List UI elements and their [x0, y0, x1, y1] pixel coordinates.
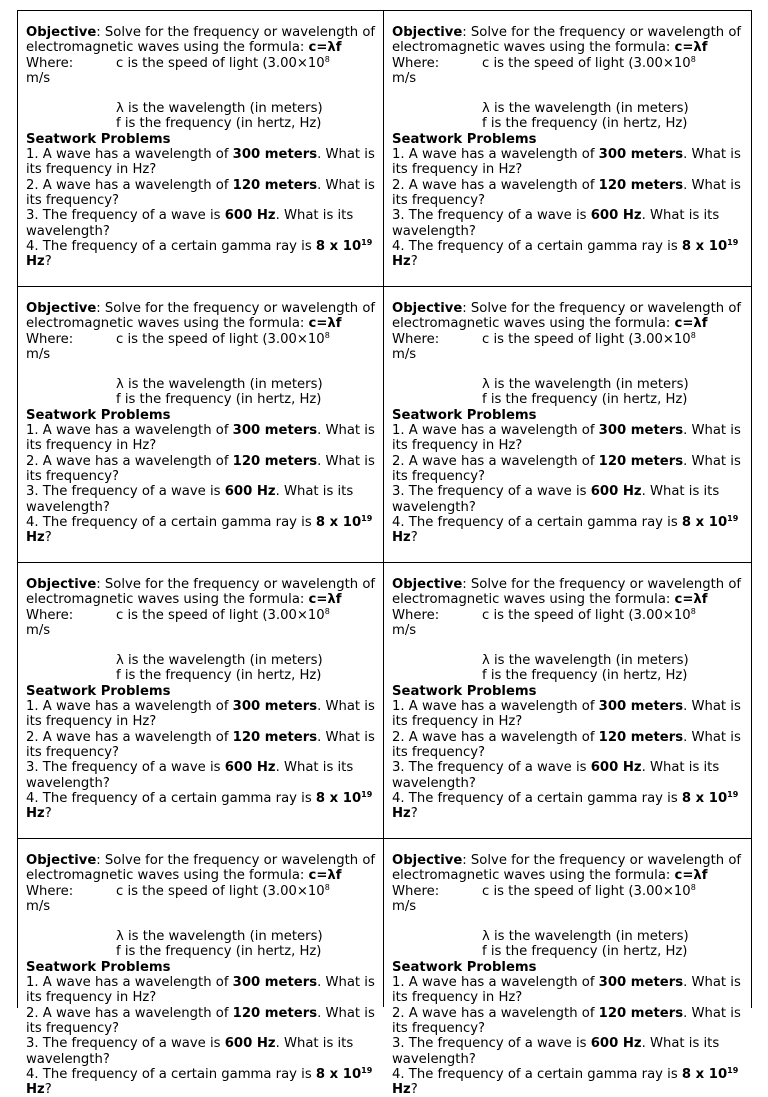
speed-unit: m/s	[392, 898, 417, 914]
speed-unit: m/s	[26, 70, 51, 86]
seatwork-title	[26, 408, 377, 423]
formula: c=λf	[308, 592, 342, 608]
problem-4-text: 4. The frequency of a certain gamma ray is	[26, 790, 316, 806]
seatwork-title	[392, 408, 745, 423]
formula: c=λf	[308, 40, 342, 56]
problem-4-text: 4. The frequency of a certain gamma ray is	[26, 514, 316, 530]
problem-4	[26, 515, 377, 546]
problem-2	[26, 454, 377, 485]
speed-of-light-text: c is the speed of light (3.00×10	[482, 331, 691, 347]
problem-1	[392, 423, 745, 454]
problem-3-question: . What is its wavelength?	[392, 208, 720, 239]
seatwork-title	[26, 960, 377, 975]
problem-4-exponent: 19	[361, 513, 373, 523]
speed-of-light-text: c is the speed of light (3.00×10	[116, 607, 325, 623]
problem-4-question: ?	[410, 530, 418, 546]
problem-1-value: 300 meters	[232, 699, 318, 715]
seatwork-title-text: Seatwork Problems	[26, 407, 171, 423]
where-label: Where:	[392, 883, 440, 899]
problem-4-unit: Hz	[26, 806, 45, 822]
where-row	[26, 608, 377, 623]
problem-2-question: . What is its frequency?	[26, 453, 375, 484]
seatwork-title-text: Seatwork Problems	[392, 959, 537, 975]
problem-3-value: 600 Hz	[590, 760, 642, 776]
problem-4-unit: Hz	[392, 1082, 411, 1097]
problem-3	[392, 760, 745, 791]
problem-1-question: . What is its frequency in Hz?	[26, 699, 375, 730]
frequency-definition: f is the frequency (in hertz, Hz)	[116, 392, 322, 408]
wavelength-definition: λ is the wavelength (in meters)	[116, 653, 323, 669]
formula: c=λf	[308, 868, 342, 884]
wavelength-definition: λ is the wavelength (in meters)	[482, 101, 689, 117]
where-label: Where:	[392, 607, 440, 623]
wavelength-definition: λ is the wavelength (in meters)	[116, 929, 323, 945]
problem-1-question: . What is its frequency in Hz?	[26, 975, 375, 1006]
speed-unit: m/s	[392, 622, 417, 638]
card	[384, 839, 751, 1097]
speed-exponent: 8	[690, 882, 696, 892]
objective-label: Objective	[392, 301, 463, 316]
problem-3-question: . What is its wavelength?	[26, 760, 354, 791]
speed-of-light-definition	[482, 884, 696, 899]
problem-3-text: 3. The frequency of a wave is	[392, 760, 591, 776]
objective-label: Objective	[392, 25, 463, 40]
problem-3-question: . What is its wavelength?	[392, 484, 720, 515]
problem-4	[392, 1067, 745, 1097]
speed-of-light-definition	[482, 332, 696, 347]
speed-of-light-text: c is the speed of light (3.00×10	[482, 607, 691, 623]
problem-2	[392, 1006, 745, 1037]
speed-exponent: 8	[324, 606, 330, 616]
problem-3	[26, 208, 377, 239]
speed-of-light-text: c is the speed of light (3.00×10	[482, 883, 691, 899]
problem-3	[26, 1036, 377, 1067]
seatwork-title-text: Seatwork Problems	[26, 959, 171, 975]
card	[384, 563, 751, 839]
problem-3-value: 600 Hz	[224, 484, 276, 500]
problem-2-question: . What is its frequency?	[392, 177, 741, 208]
where-label: Where:	[26, 607, 74, 623]
problem-1-value: 300 meters	[598, 147, 684, 163]
problem-3-question: . What is its wavelength?	[26, 484, 354, 515]
problem-1	[26, 423, 377, 454]
problem-2-question: . What is its frequency?	[26, 1005, 375, 1036]
objective-label: Objective	[392, 853, 463, 868]
objective-label: Objective	[26, 577, 97, 592]
problem-3-value: 600 Hz	[224, 760, 276, 776]
objective-text: : Solve for the frequency or wavelength of electromagnetic waves using the formula:	[392, 301, 742, 332]
problem-1-value: 300 meters	[598, 699, 684, 715]
where-label: Where:	[26, 883, 74, 899]
seatwork-title	[392, 132, 745, 147]
problem-3-value: 600 Hz	[224, 208, 276, 224]
speed-of-light-definition	[482, 56, 696, 71]
problem-1	[26, 975, 377, 1006]
speed-unit: m/s	[392, 70, 417, 86]
problem-4-exponent: 19	[361, 1065, 373, 1075]
problem-2	[392, 454, 745, 485]
problem-1-value: 300 meters	[598, 423, 684, 439]
problem-1-question: . What is its frequency in Hz?	[26, 147, 375, 178]
speed-of-light-text: c is the speed of light (3.00×10	[116, 883, 325, 899]
problem-2-text: 2. A wave has a wavelength of	[26, 1005, 233, 1021]
problem-1-text: 1. A wave has a wavelength of	[26, 423, 233, 439]
objective-paragraph	[392, 577, 745, 608]
frequency-definition: f is the frequency (in hertz, Hz)	[116, 116, 322, 132]
speed-of-light-definition	[116, 332, 330, 347]
problem-2-value: 120 meters	[598, 1005, 684, 1021]
problem-3-question: . What is its wavelength?	[392, 760, 720, 791]
seatwork-title	[392, 960, 745, 975]
problem-2-text: 2. A wave has a wavelength of	[392, 1005, 599, 1021]
problem-4-unit: Hz	[26, 254, 45, 270]
problem-1-text: 1. A wave has a wavelength of	[392, 147, 599, 163]
problem-4	[26, 1067, 377, 1097]
problem-4-base: 8 x 10	[315, 514, 362, 530]
objective-text: : Solve for the frequency or wavelength of electromagnetic waves using the formula:	[392, 577, 742, 608]
wavelength-definition: λ is the wavelength (in meters)	[482, 929, 689, 945]
problem-4-base: 8 x 10	[681, 1066, 728, 1082]
problem-3-text: 3. The frequency of a wave is	[392, 1036, 591, 1052]
objective-paragraph	[26, 301, 377, 332]
speed-of-light-text: c is the speed of light (3.00×10	[482, 55, 691, 71]
problem-2-value: 120 meters	[232, 1005, 318, 1021]
objective-paragraph	[392, 853, 745, 884]
problem-2-value: 120 meters	[232, 729, 318, 745]
speed-unit: m/s	[392, 346, 417, 362]
problem-4-base: 8 x 10	[315, 238, 362, 254]
problem-2-text: 2. A wave has a wavelength of	[26, 177, 233, 193]
objective-paragraph	[26, 577, 377, 608]
problem-3-question: . What is its wavelength?	[26, 208, 354, 239]
card	[384, 287, 751, 563]
problem-3-value: 600 Hz	[590, 484, 642, 500]
problem-4-text: 4. The frequency of a certain gamma ray is	[392, 514, 682, 530]
problem-1-text: 1. A wave has a wavelength of	[392, 423, 599, 439]
problem-1	[392, 975, 745, 1006]
problem-4	[392, 239, 745, 270]
formula: c=λf	[674, 40, 708, 56]
objective-text: : Solve for the frequency or wavelength of electromagnetic waves using the formula:	[392, 853, 742, 884]
speed-unit: m/s	[26, 898, 51, 914]
problem-2-question: . What is its frequency?	[392, 1005, 741, 1036]
problem-4-unit: Hz	[26, 530, 45, 546]
where-label: Where:	[26, 331, 74, 347]
problem-4	[392, 791, 745, 822]
frequency-definition: f is the frequency (in hertz, Hz)	[482, 668, 688, 684]
problem-3-value: 600 Hz	[590, 1036, 642, 1052]
problem-4-text: 4. The frequency of a certain gamma ray is	[392, 1066, 682, 1082]
problem-4	[26, 239, 377, 270]
problem-2	[26, 1006, 377, 1037]
problem-3	[392, 1036, 745, 1067]
problem-1	[26, 147, 377, 178]
problem-2-text: 2. A wave has a wavelength of	[26, 453, 233, 469]
problem-4-question: ?	[44, 1082, 52, 1097]
problem-4-exponent: 19	[727, 237, 739, 247]
problem-1-value: 300 meters	[232, 147, 318, 163]
problem-1	[392, 699, 745, 730]
where-row	[392, 608, 745, 623]
problem-4-question: ?	[44, 254, 52, 270]
objective-label: Objective	[392, 577, 463, 592]
problem-4-base: 8 x 10	[315, 790, 362, 806]
speed-exponent: 8	[690, 54, 696, 64]
speed-exponent: 8	[324, 330, 330, 340]
speed-of-light-definition	[482, 608, 696, 623]
wavelength-definition: λ is the wavelength (in meters)	[482, 377, 689, 393]
objective-label: Objective	[26, 25, 97, 40]
frequency-definition: f is the frequency (in hertz, Hz)	[116, 944, 322, 960]
problem-4	[392, 515, 745, 546]
speed-exponent: 8	[324, 882, 330, 892]
problem-3	[392, 208, 745, 239]
card	[384, 11, 751, 287]
problem-2-value: 120 meters	[232, 177, 318, 193]
speed-exponent: 8	[690, 330, 696, 340]
problem-1-value: 300 meters	[232, 423, 318, 439]
objective-text: : Solve for the frequency or wavelength of electromagnetic waves using the formula:	[392, 25, 742, 56]
problem-1-value: 300 meters	[232, 975, 318, 991]
problem-3-text: 3. The frequency of a wave is	[26, 1036, 225, 1052]
problem-4	[26, 791, 377, 822]
problem-1-text: 1. A wave has a wavelength of	[26, 975, 233, 991]
problem-2	[392, 178, 745, 209]
problem-4-base: 8 x 10	[315, 1066, 362, 1082]
problem-4-base: 8 x 10	[681, 790, 728, 806]
wavelength-definition: λ is the wavelength (in meters)	[116, 377, 323, 393]
problem-4-question: ?	[410, 254, 418, 270]
objective-paragraph	[392, 25, 745, 56]
speed-exponent: 8	[690, 606, 696, 616]
where-row	[392, 884, 745, 899]
problem-2-question: . What is its frequency?	[392, 729, 741, 760]
problem-4-question: ?	[44, 530, 52, 546]
where-row	[26, 884, 377, 899]
problem-3	[26, 760, 377, 791]
objective-text: : Solve for the frequency or wavelength of electromagnetic waves using the formula:	[26, 301, 376, 332]
problem-4-unit: Hz	[392, 254, 411, 270]
seatwork-title	[26, 132, 377, 147]
problem-4-text: 4. The frequency of a certain gamma ray is	[26, 1066, 316, 1082]
problem-4-base: 8 x 10	[681, 238, 728, 254]
formula: c=λf	[674, 316, 708, 332]
speed-of-light-definition	[116, 56, 330, 71]
seatwork-title-text: Seatwork Problems	[392, 131, 537, 147]
problem-2-text: 2. A wave has a wavelength of	[392, 729, 599, 745]
problem-4-question: ?	[44, 806, 52, 822]
problem-2-question: . What is its frequency?	[392, 453, 741, 484]
card	[18, 11, 384, 287]
seatwork-title-text: Seatwork Problems	[26, 131, 171, 147]
problem-1-value: 300 meters	[598, 975, 684, 991]
card	[18, 287, 384, 563]
problem-4-exponent: 19	[727, 789, 739, 799]
problem-4-unit: Hz	[392, 806, 411, 822]
problem-3-text: 3. The frequency of a wave is	[392, 208, 591, 224]
objective-label: Objective	[26, 301, 97, 316]
objective-paragraph	[26, 25, 377, 56]
speed-unit: m/s	[26, 346, 51, 362]
where-row	[26, 56, 377, 71]
problem-4-unit: Hz	[392, 530, 411, 546]
objective-text: : Solve for the frequency or wavelength of electromagnetic waves using the formula:	[26, 25, 376, 56]
frequency-definition: f is the frequency (in hertz, Hz)	[482, 392, 688, 408]
card	[18, 839, 384, 1097]
objective-text: : Solve for the frequency or wavelength of electromagnetic waves using the formula:	[26, 577, 376, 608]
seatwork-title-text: Seatwork Problems	[26, 683, 171, 699]
problem-4-text: 4. The frequency of a certain gamma ray is	[392, 790, 682, 806]
formula: c=λf	[674, 868, 708, 884]
wavelength-definition: λ is the wavelength (in meters)	[482, 653, 689, 669]
problem-1-question: . What is its frequency in Hz?	[26, 423, 375, 454]
speed-unit: m/s	[26, 622, 51, 638]
worksheet-sheet	[17, 10, 752, 1097]
problem-1-question: . What is its frequency in Hz?	[392, 975, 741, 1006]
where-label: Where:	[392, 55, 440, 71]
speed-of-light-definition	[116, 884, 330, 899]
where-label: Where:	[26, 55, 74, 71]
where-row	[392, 332, 745, 347]
wavelength-definition: λ is the wavelength (in meters)	[116, 101, 323, 117]
problem-4-unit: Hz	[26, 1082, 45, 1097]
problem-1	[26, 699, 377, 730]
problem-2-value: 120 meters	[598, 729, 684, 745]
problem-1-question: . What is its frequency in Hz?	[392, 423, 741, 454]
seatwork-title	[392, 684, 745, 699]
problem-3-text: 3. The frequency of a wave is	[26, 208, 225, 224]
frequency-definition: f is the frequency (in hertz, Hz)	[482, 944, 688, 960]
card	[18, 563, 384, 839]
seatwork-title-text: Seatwork Problems	[392, 683, 537, 699]
speed-of-light-text: c is the speed of light (3.00×10	[116, 55, 325, 71]
formula: c=λf	[308, 316, 342, 332]
problem-2-value: 120 meters	[232, 453, 318, 469]
problem-2-text: 2. A wave has a wavelength of	[392, 453, 599, 469]
seatwork-title	[26, 684, 377, 699]
seatwork-title-text: Seatwork Problems	[392, 407, 537, 423]
problem-1-question: . What is its frequency in Hz?	[392, 699, 741, 730]
problem-4-question: ?	[410, 806, 418, 822]
problem-4-base: 8 x 10	[681, 514, 728, 530]
problem-3-value: 600 Hz	[590, 208, 642, 224]
frequency-definition: f is the frequency (in hertz, Hz)	[482, 116, 688, 132]
speed-of-light-text: c is the speed of light (3.00×10	[116, 331, 325, 347]
objective-paragraph	[26, 853, 377, 884]
objective-label: Objective	[26, 853, 97, 868]
problem-1	[392, 147, 745, 178]
problem-2	[26, 730, 377, 761]
problem-3	[26, 484, 377, 515]
problem-4-text: 4. The frequency of a certain gamma ray is	[392, 238, 682, 254]
problem-1-text: 1. A wave has a wavelength of	[26, 147, 233, 163]
problem-4-question: ?	[410, 1082, 418, 1097]
problem-2-question: . What is its frequency?	[26, 729, 375, 760]
problem-2	[26, 178, 377, 209]
problem-1-text: 1. A wave has a wavelength of	[392, 699, 599, 715]
problem-3-question: . What is its wavelength?	[392, 1036, 720, 1067]
speed-exponent: 8	[324, 54, 330, 64]
problem-4-exponent: 19	[361, 237, 373, 247]
problem-3-text: 3. The frequency of a wave is	[26, 484, 225, 500]
problem-4-text: 4. The frequency of a certain gamma ray is	[26, 238, 316, 254]
problem-3-value: 600 Hz	[224, 1036, 276, 1052]
problem-4-exponent: 19	[727, 513, 739, 523]
where-label: Where:	[392, 331, 440, 347]
problem-2-question: . What is its frequency?	[26, 177, 375, 208]
problem-3-text: 3. The frequency of a wave is	[26, 760, 225, 776]
problem-2	[392, 730, 745, 761]
problem-4-exponent: 19	[727, 1065, 739, 1075]
frequency-definition: f is the frequency (in hertz, Hz)	[116, 668, 322, 684]
problem-2-text: 2. A wave has a wavelength of	[392, 177, 599, 193]
where-row	[392, 56, 745, 71]
problem-3	[392, 484, 745, 515]
problem-2-value: 120 meters	[598, 453, 684, 469]
where-row	[26, 332, 377, 347]
problem-3-text: 3. The frequency of a wave is	[392, 484, 591, 500]
problem-1-question: . What is its frequency in Hz?	[392, 147, 741, 178]
problem-3-question: . What is its wavelength?	[26, 1036, 354, 1067]
objective-paragraph	[392, 301, 745, 332]
speed-of-light-definition	[116, 608, 330, 623]
problem-1-text: 1. A wave has a wavelength of	[392, 975, 599, 991]
problem-4-exponent: 19	[361, 789, 373, 799]
objective-text: : Solve for the frequency or wavelength of electromagnetic waves using the formula:	[26, 853, 376, 884]
problem-1-text: 1. A wave has a wavelength of	[26, 699, 233, 715]
problem-2-text: 2. A wave has a wavelength of	[26, 729, 233, 745]
formula: c=λf	[674, 592, 708, 608]
problem-2-value: 120 meters	[598, 177, 684, 193]
